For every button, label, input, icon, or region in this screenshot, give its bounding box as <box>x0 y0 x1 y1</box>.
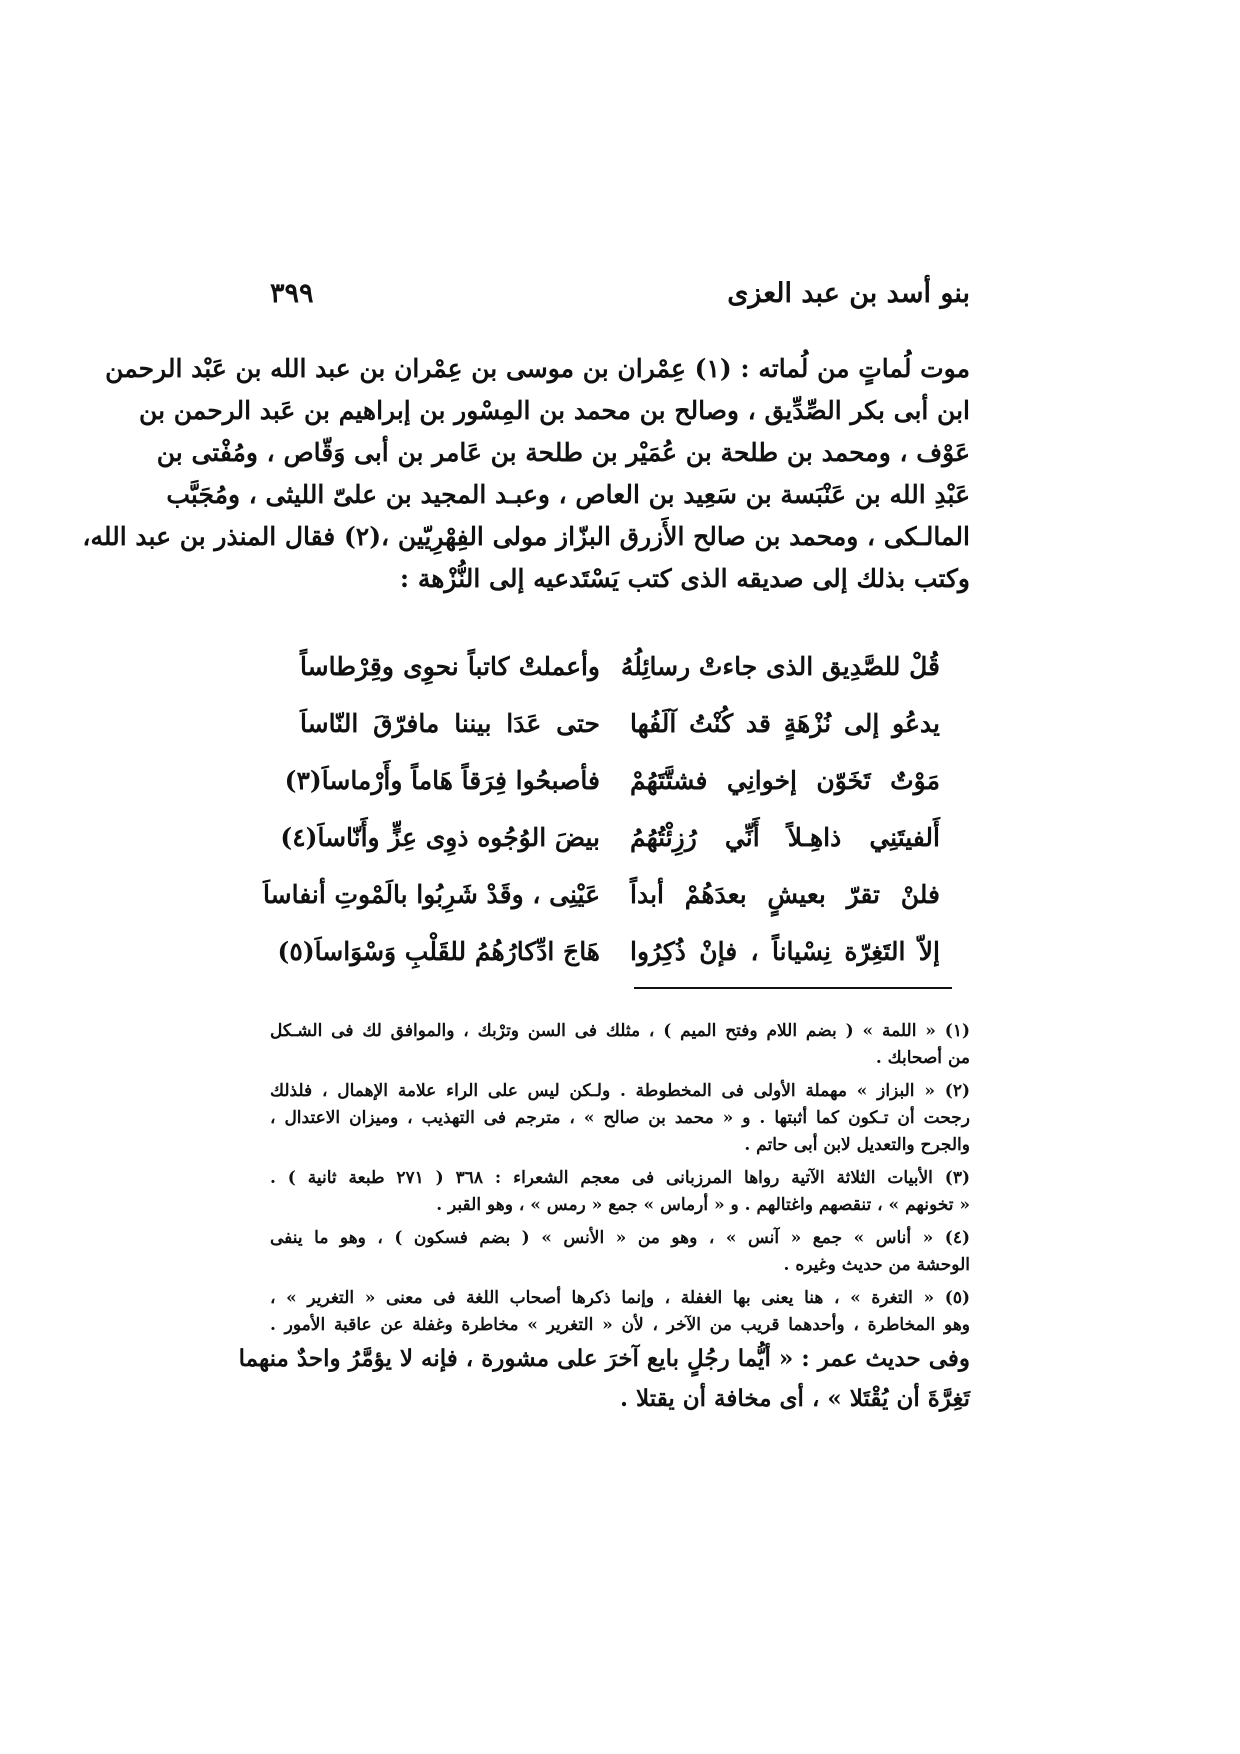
footnote-line: (٣) الأبيات الثلاثة الآتية رواها المرزبانى فى معجم الشعراء : ٣٦٨ ( ٢٧١ طبعة ثانية ) . <box>270 1168 970 1188</box>
footnote-line: وهو المخاطرة ، وأحدهما قريب من الآخر ، لأن « التغرير » مخاطرة وغفلة عن عاقبة الأمور . <box>270 1315 970 1335</box>
main-text <box>82 348 970 600</box>
running-title: بنو أسد بن عبد العزى <box>727 278 970 309</box>
text-line: المالـكى ، ومحمد بن صالح الأَزرق البزّاز مولى الفِهْرِيّين ،(٢) فقال المنذر بن عبد الله، <box>82 522 970 551</box>
verse-first-half: قُلْ للصَّدِيق الذى جاءتْ رسائِلُهُ <box>620 652 940 681</box>
poem-verse <box>263 880 940 937</box>
footnote-line: (٢) « البزاز » مهملة الأولى فى المخطوطة . ولـكن ليس على الراء علامة الإهمال ، فلذلك <box>270 1081 970 1101</box>
footnote-line: من أصحابك . <box>875 1048 970 1068</box>
verse-second-half: هَاجَ ادِّكارُهُمُ للقَلْبِ وَسْوَاساَ(٥) <box>277 937 600 966</box>
footnote-line: « تخونهم » ، تنقصهم واغتالهم . و « أرماس » جمع « رمس » ، وهو القبر . <box>436 1195 970 1215</box>
verse-first-half: فلنْ تقرّ بعيشٍ بعدَهُمْ أبداً <box>630 880 940 909</box>
footnotes <box>238 1018 970 1419</box>
page-header <box>270 278 970 318</box>
footnote-3 <box>270 1165 970 1219</box>
page-number: ٣٩٩ <box>270 278 314 309</box>
verse-first-half: مَوْتٌ تَخَوّن إخوانِي فشتَّتَهُمْ <box>630 766 940 795</box>
poem <box>263 652 940 994</box>
footnote-4 <box>270 1225 970 1279</box>
verse-first-half: يدعُو إلى نُزْهَةٍ قد كُنْتُ آلَفُها <box>630 709 940 738</box>
footnote-separator <box>634 987 952 989</box>
text-line: ابن أبى بكر الصِّدِّيق ، وصالح بن محمد بن المِسْور بن إبراهيم بن عَبد الرحمن بن <box>139 396 970 425</box>
verse-first-half: أَلفيتَنِي ذاهِـلاً أَنِّي رُزِئْتُهُمُ <box>630 823 940 852</box>
footnote-line: (٤) « أناس » جمع « آنس » ، وهو من « الأنس » ( بضم فسكون ) ، وهو ما ينفى <box>270 1228 970 1248</box>
poem-verse <box>280 823 940 880</box>
poem-verse <box>284 766 940 823</box>
footnote-5 <box>238 1285 970 1419</box>
verse-second-half: عَيْنِى ، وقَدْ شَرِبُوا بالَمْوتِ أنفاساَ <box>263 880 600 909</box>
footnote-line: الوحشة من حديث وغيره . <box>783 1255 970 1275</box>
verse-second-half: فأصبحُوا فِرَقاً هَاماً وأَرْماساَ(٣) <box>284 766 600 795</box>
footnote-line: (١) « اللمة » ( بضم اللام وفتح الميم ) ، مثلك فى السن وترْبك ، والموافق لك فى الشـكل <box>270 1021 970 1041</box>
poem-verse <box>300 652 940 709</box>
footnote-2 <box>270 1078 970 1159</box>
verse-first-half: إلاّ التَغِرّة نِسْياناً ، فإنْ ذُكِرُوا <box>630 937 940 966</box>
footnote-line: وفى حديث عمر : « أيُّما رجُلٍ بايع آخرَ على مشورة ، فإنه لا يؤمَّرُ واحدٌ منهما <box>238 1345 970 1372</box>
text-line: عَوْف ، ومحمد بن طلحة بن عُمَيْر بن طلحة بن عَامر بن أبى وَقّاص ، ومُفْتى بن <box>156 438 970 467</box>
footnote-line: والجرح والتعديل لابن أبى حاتم . <box>744 1135 970 1155</box>
footnote-line: (٥) « التغرة » ، هنا يعنى بها الغفلة ، وإنما ذكرها أصحاب اللغة فى معنى « التغرير » ، <box>270 1288 970 1308</box>
footnote-line: تَغِرَّةَ أن يُقْتَلا » ، أى مخافة أن يقتلا . <box>620 1385 970 1412</box>
poem-verse <box>277 937 940 994</box>
verse-second-half: بيضَ الوُجُوه ذوِى عِزٍّ وأَنّاساَ(٤) <box>280 823 600 852</box>
verse-second-half: وأعملتْ كاتباً نحوِى وقِرْطاساً <box>300 652 600 681</box>
footnote-1 <box>270 1018 970 1072</box>
footnote-line: رجحت أن تـكون كما أثبتها . و « محمد بن صالح » ، مترجم فى التهذيب ، وميزان الاعتدال ، <box>270 1108 970 1128</box>
text-line: موت لُماتٍ من لُماته : (١) عِمْران بن موسى بن عِمْران بن عبد الله بن عَبْد الرحمن <box>105 354 970 383</box>
text-line: عَبْدِ الله بن عَنْبَسة بن سَعِيد بن العاص ، وعبـد المجيد بن علىّ الليثى ، ومُجَبَّب <box>166 480 970 509</box>
verse-second-half: حتى عَدَا بيننا مافرّقَ النّاساَ <box>300 709 600 738</box>
poem-verse <box>300 709 940 766</box>
text-line: وكتب بذلك إلى صديقه الذى كتب يَسْتَدعيه إلى النُّزْهة : <box>399 564 970 593</box>
